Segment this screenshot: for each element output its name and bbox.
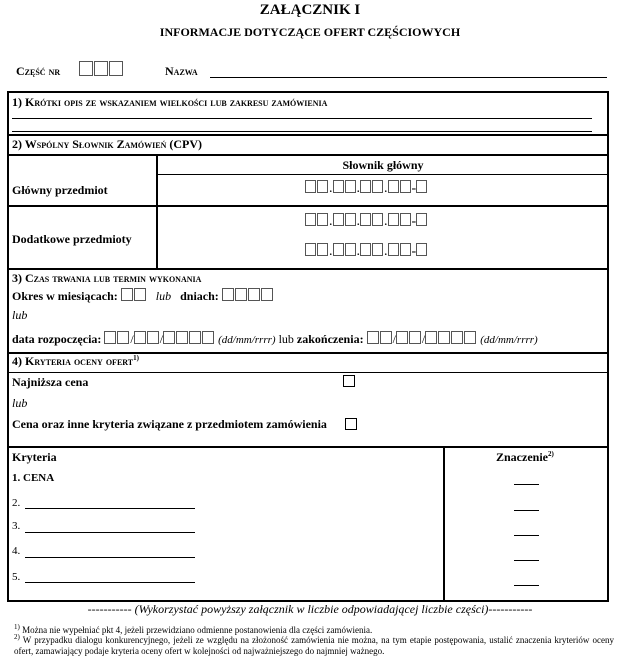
or-text: lub bbox=[155, 289, 172, 303]
criteria-row-4: 4. bbox=[12, 545, 21, 557]
date-format-hint-2: (dd/mm/rrrr) bbox=[480, 334, 538, 346]
divider bbox=[7, 134, 609, 136]
price-and-other-checkbox[interactable] bbox=[345, 418, 357, 430]
dates-row bbox=[12, 331, 538, 347]
or-plain-text: lub bbox=[278, 332, 294, 346]
weight-header: Znaczenie bbox=[496, 450, 548, 464]
criteria-row-2-line[interactable] bbox=[25, 508, 195, 509]
divider bbox=[156, 154, 158, 268]
divider bbox=[443, 446, 445, 602]
months-label: Okres w miesiącach: bbox=[12, 289, 118, 303]
section1-line-2[interactable] bbox=[12, 131, 592, 132]
or-text-3: lub bbox=[12, 396, 28, 410]
name-label: Nazwa bbox=[165, 64, 198, 78]
end-date-label: zakończenia: bbox=[296, 332, 364, 346]
days-label: dniach: bbox=[180, 289, 219, 303]
divider bbox=[157, 174, 609, 175]
main-subject-label: Główny przedmiot bbox=[12, 183, 108, 197]
weight-line-2[interactable] bbox=[514, 510, 539, 511]
criteria-row-5-line[interactable] bbox=[25, 582, 195, 583]
criteria-row-5: 5. bbox=[12, 571, 21, 583]
or-text-2: lub bbox=[12, 308, 28, 322]
name-field-line[interactable] bbox=[210, 77, 607, 78]
end-date-boxes[interactable]: / / bbox=[367, 331, 478, 347]
weight-line-1[interactable] bbox=[514, 484, 539, 485]
divider bbox=[7, 154, 609, 156]
part-number-boxes[interactable] bbox=[79, 61, 124, 80]
start-date-label: data rozpoczęcia: bbox=[12, 332, 102, 346]
usage-note: ----------- (Wykorzystać powyższy załącznik w liczbie odpowiadającej liczbie części)----------- bbox=[87, 602, 533, 616]
date-format-hint: (dd/mm/rrrr) bbox=[218, 334, 276, 346]
additional-cpv-code-2[interactable]: . . . - bbox=[305, 243, 428, 260]
section2-title: 2) Wspólny Słownik Zamówień (CPV) bbox=[12, 137, 203, 151]
additional-subjects-label: Dodatkowe przedmioty bbox=[12, 232, 132, 246]
divider bbox=[7, 372, 609, 373]
criteria-row-1: 1. CENA bbox=[12, 472, 55, 484]
footnote-1: $^{1)}$ Można nie wypełniać pkt 4, jeżeli przewidziano odmienne postanowienia dla części zamówienia. bbox=[14, 623, 373, 635]
weight-line-4[interactable] bbox=[514, 560, 539, 561]
weight-line-5[interactable] bbox=[514, 585, 539, 586]
criteria-row-4-line[interactable] bbox=[25, 557, 195, 558]
divider bbox=[7, 446, 609, 448]
section1-line-1[interactable] bbox=[12, 118, 592, 119]
part-number-label: Część nr bbox=[16, 64, 61, 78]
start-date-boxes[interactable]: / / bbox=[104, 331, 215, 347]
lowest-price-checkbox[interactable] bbox=[343, 375, 355, 387]
weight-header-wrap bbox=[496, 450, 554, 465]
months-boxes[interactable] bbox=[121, 288, 147, 304]
criteria-row-3: 3. bbox=[12, 520, 21, 532]
footnote-ref-1: 1) bbox=[133, 354, 139, 362]
footnote-ref-2: 2) bbox=[548, 450, 554, 458]
duration-row bbox=[12, 288, 274, 304]
additional-cpv-code-1[interactable]: . . . - bbox=[305, 213, 428, 230]
criteria-row-3-line[interactable] bbox=[25, 532, 195, 533]
footnote-2: $^{2)}$ W przypadku dialogu konkurencyjnego, jeżeli ze względu na złożoność zamówienia nie można, na tym etapie postępowania, ustalić znaczenia kryteriów oceny ofert, zamawiający podaje kryteria oceny ofert w kolejności od najważniejszego do najmniej ważnego. bbox=[14, 633, 614, 656]
main-cpv-code[interactable]: . . . - bbox=[305, 180, 428, 197]
section1-title: 1) Krótki opis ze wskazaniem wielkości lub zakresu zamówienia bbox=[12, 95, 328, 109]
criteria-row-2: 2. bbox=[12, 497, 21, 509]
criteria-header: Kryteria bbox=[12, 450, 57, 464]
divider bbox=[7, 205, 609, 207]
weight-line-3[interactable] bbox=[514, 535, 539, 536]
cpv-column-header: Słownik główny bbox=[342, 158, 424, 172]
days-boxes[interactable] bbox=[222, 288, 274, 304]
section4-title-wrap bbox=[12, 354, 139, 369]
page-title: ZAŁĄCZNIK I bbox=[259, 2, 361, 18]
section4-title: 4) Kryteria oceny ofert bbox=[12, 354, 134, 368]
lowest-price-label: Najniższa cena bbox=[12, 375, 89, 389]
section3-title: 3) Czas trwania lub termin wykonania bbox=[12, 271, 202, 285]
page-subtitle: INFORMACJE DOTYCZĄCE OFERT CZĘŚCIOWYCH bbox=[159, 25, 461, 39]
price-and-other-label: Cena oraz inne kryteria związane z przedmiotem zamówienia bbox=[12, 417, 327, 431]
divider bbox=[7, 268, 609, 270]
